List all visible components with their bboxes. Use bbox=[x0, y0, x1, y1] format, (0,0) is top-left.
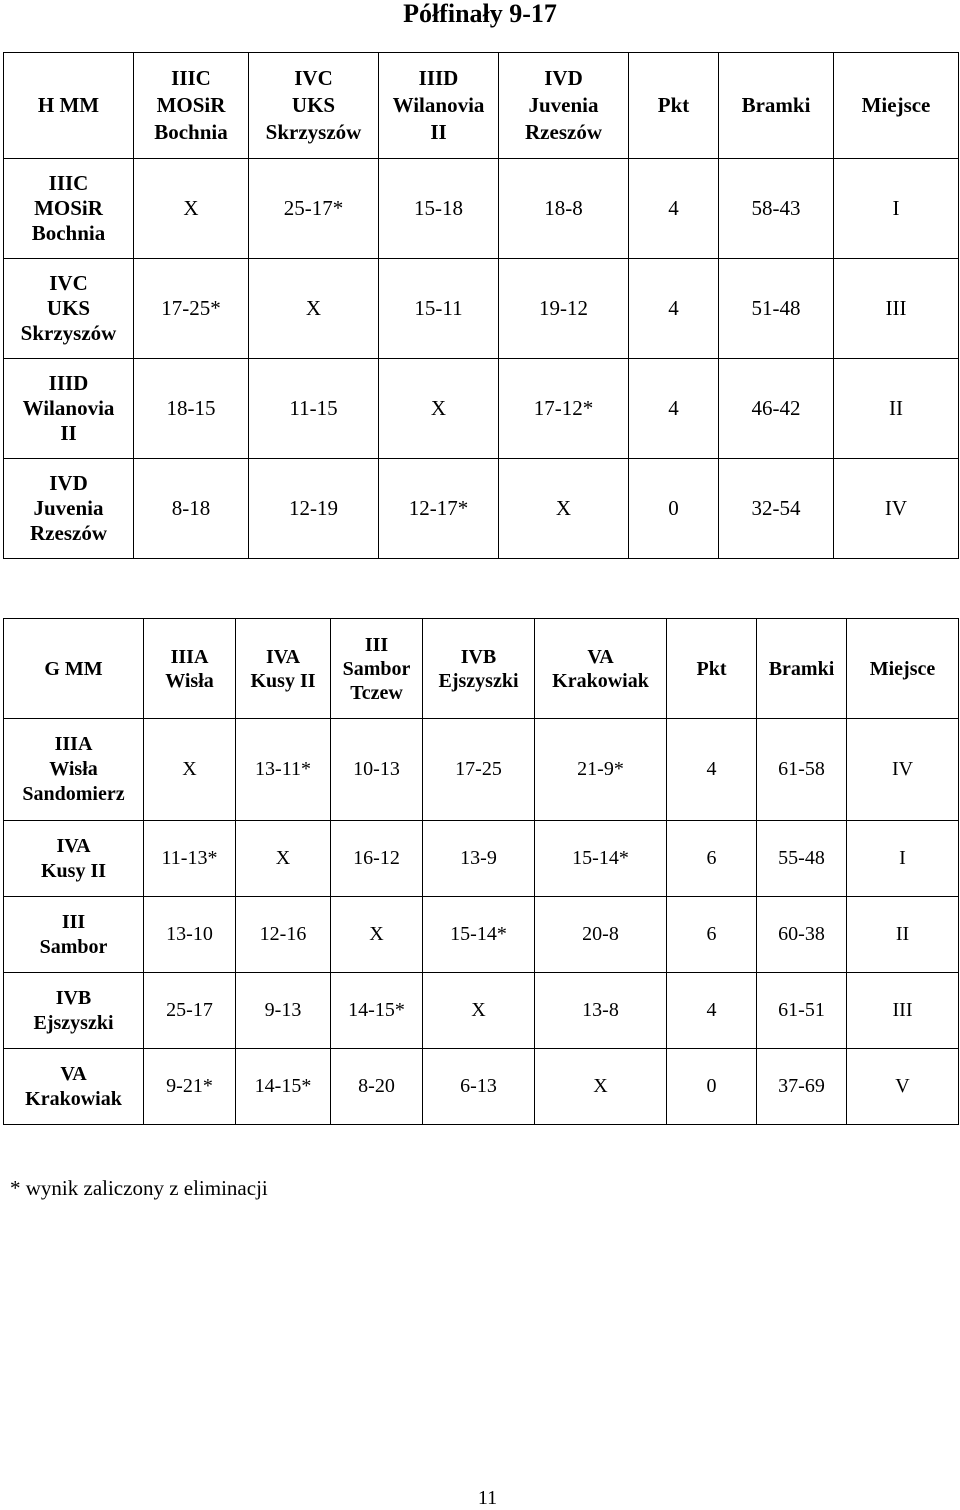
page-title: Półfinały 9-17 bbox=[403, 0, 557, 28]
place-cell: V bbox=[847, 1049, 959, 1125]
points-cell: 0 bbox=[629, 459, 719, 559]
result-cell: X bbox=[379, 359, 499, 459]
result-cell: X bbox=[499, 459, 629, 559]
place-cell: II bbox=[847, 897, 959, 973]
points-cell: 4 bbox=[667, 973, 757, 1049]
column-header-miejsce: Miejsce bbox=[847, 619, 959, 719]
result-cell: 15-14* bbox=[535, 821, 667, 897]
footnote: * wynik zaliczony z eliminacji bbox=[10, 1176, 268, 1200]
result-cell: 20-8 bbox=[535, 897, 667, 973]
points-cell: 6 bbox=[667, 821, 757, 897]
row-team: III Sambor bbox=[4, 897, 144, 973]
row-team: IVB Ejszyszki bbox=[4, 973, 144, 1049]
table-row bbox=[4, 459, 959, 559]
result-cell: 15-18 bbox=[379, 159, 499, 259]
result-cell: 11-13* bbox=[144, 821, 236, 897]
result-cell: 17-25 bbox=[423, 719, 535, 821]
points-cell: 0 bbox=[667, 1049, 757, 1125]
result-cell: 6-13 bbox=[423, 1049, 535, 1125]
column-header: IIID Wilanovia II bbox=[379, 53, 499, 159]
column-header-pkt: Pkt bbox=[629, 53, 719, 159]
result-cell: X bbox=[134, 159, 249, 259]
table-g-header-row bbox=[4, 619, 959, 719]
result-cell: 12-17* bbox=[379, 459, 499, 559]
result-cell: 15-14* bbox=[423, 897, 535, 973]
row-team: IIIC MOSiR Bochnia bbox=[4, 159, 134, 259]
points-cell: 6 bbox=[667, 897, 757, 973]
table-row bbox=[4, 821, 959, 897]
table-row bbox=[4, 1049, 959, 1125]
goals-cell: 46-42 bbox=[719, 359, 834, 459]
result-cell: 19-12 bbox=[499, 259, 629, 359]
result-cell: 17-25* bbox=[134, 259, 249, 359]
result-cell: 25-17 bbox=[144, 973, 236, 1049]
table-row bbox=[4, 973, 959, 1049]
goals-cell: 61-58 bbox=[757, 719, 847, 821]
result-cell: 18-8 bbox=[499, 159, 629, 259]
result-cell: 15-11 bbox=[379, 259, 499, 359]
result-cell: X bbox=[144, 719, 236, 821]
column-header-bramki: Bramki bbox=[757, 619, 847, 719]
column-header: IVB Ejszyszki bbox=[423, 619, 535, 719]
goals-cell: 58-43 bbox=[719, 159, 834, 259]
result-cell: 9-13 bbox=[236, 973, 331, 1049]
goals-cell: 51-48 bbox=[719, 259, 834, 359]
result-cell: 18-15 bbox=[134, 359, 249, 459]
goals-cell: 55-48 bbox=[757, 821, 847, 897]
result-cell: 12-19 bbox=[249, 459, 379, 559]
goals-cell: 60-38 bbox=[757, 897, 847, 973]
result-cell: 13-11* bbox=[236, 719, 331, 821]
row-team: IVA Kusy II bbox=[4, 821, 144, 897]
result-cell: 8-20 bbox=[331, 1049, 423, 1125]
place-cell: IV bbox=[834, 459, 959, 559]
results-table-h bbox=[3, 52, 959, 559]
table-g-corner: G MM bbox=[4, 619, 144, 719]
result-cell: 21-9* bbox=[535, 719, 667, 821]
goals-cell: 32-54 bbox=[719, 459, 834, 559]
table-row bbox=[4, 719, 959, 821]
row-team: IVD Juvenia Rzeszów bbox=[4, 459, 134, 559]
result-cell: 13-9 bbox=[423, 821, 535, 897]
result-cell: X bbox=[249, 259, 379, 359]
table-row bbox=[4, 159, 959, 259]
result-cell: 14-15* bbox=[236, 1049, 331, 1125]
result-cell: 14-15* bbox=[331, 973, 423, 1049]
results-table-g bbox=[3, 618, 959, 1125]
table-h-corner: H MM bbox=[4, 53, 134, 159]
column-header: IVD Juvenia Rzeszów bbox=[499, 53, 629, 159]
row-team: IIID Wilanovia II bbox=[4, 359, 134, 459]
column-header: IVC UKS Skrzyszów bbox=[249, 53, 379, 159]
result-cell: 16-12 bbox=[331, 821, 423, 897]
result-cell: X bbox=[423, 973, 535, 1049]
result-cell: 17-12* bbox=[499, 359, 629, 459]
result-cell: 12-16 bbox=[236, 897, 331, 973]
column-header: IIIC MOSiR Bochnia bbox=[134, 53, 249, 159]
column-header: IVA Kusy II bbox=[236, 619, 331, 719]
place-cell: III bbox=[834, 259, 959, 359]
goals-cell: 37-69 bbox=[757, 1049, 847, 1125]
place-cell: III bbox=[847, 973, 959, 1049]
result-cell: 13-10 bbox=[144, 897, 236, 973]
place-cell: II bbox=[834, 359, 959, 459]
table-row bbox=[4, 359, 959, 459]
page-number: 11 bbox=[477, 1487, 498, 1509]
result-cell: 8-18 bbox=[134, 459, 249, 559]
result-cell: 13-8 bbox=[535, 973, 667, 1049]
result-cell: X bbox=[331, 897, 423, 973]
table-row bbox=[4, 897, 959, 973]
place-cell: IV bbox=[847, 719, 959, 821]
place-cell: I bbox=[847, 821, 959, 897]
row-team: IIIA Wisła Sandomierz bbox=[4, 719, 144, 821]
column-header: IIIA Wisła bbox=[144, 619, 236, 719]
table-row bbox=[4, 259, 959, 359]
result-cell: X bbox=[236, 821, 331, 897]
place-cell: I bbox=[834, 159, 959, 259]
points-cell: 4 bbox=[629, 259, 719, 359]
result-cell: X bbox=[535, 1049, 667, 1125]
points-cell: 4 bbox=[629, 159, 719, 259]
points-cell: 4 bbox=[667, 719, 757, 821]
column-header: VA Krakowiak bbox=[535, 619, 667, 719]
result-cell: 9-21* bbox=[144, 1049, 236, 1125]
column-header: III Sambor Tczew bbox=[331, 619, 423, 719]
column-header-bramki: Bramki bbox=[719, 53, 834, 159]
row-team: IVC UKS Skrzyszów bbox=[4, 259, 134, 359]
result-cell: 11-15 bbox=[249, 359, 379, 459]
goals-cell: 61-51 bbox=[757, 973, 847, 1049]
result-cell: 25-17* bbox=[249, 159, 379, 259]
column-header-miejsce: Miejsce bbox=[834, 53, 959, 159]
column-header-pkt: Pkt bbox=[667, 619, 757, 719]
row-team: VA Krakowiak bbox=[4, 1049, 144, 1125]
result-cell: 10-13 bbox=[331, 719, 423, 821]
table-h-header-row bbox=[4, 53, 959, 159]
points-cell: 4 bbox=[629, 359, 719, 459]
